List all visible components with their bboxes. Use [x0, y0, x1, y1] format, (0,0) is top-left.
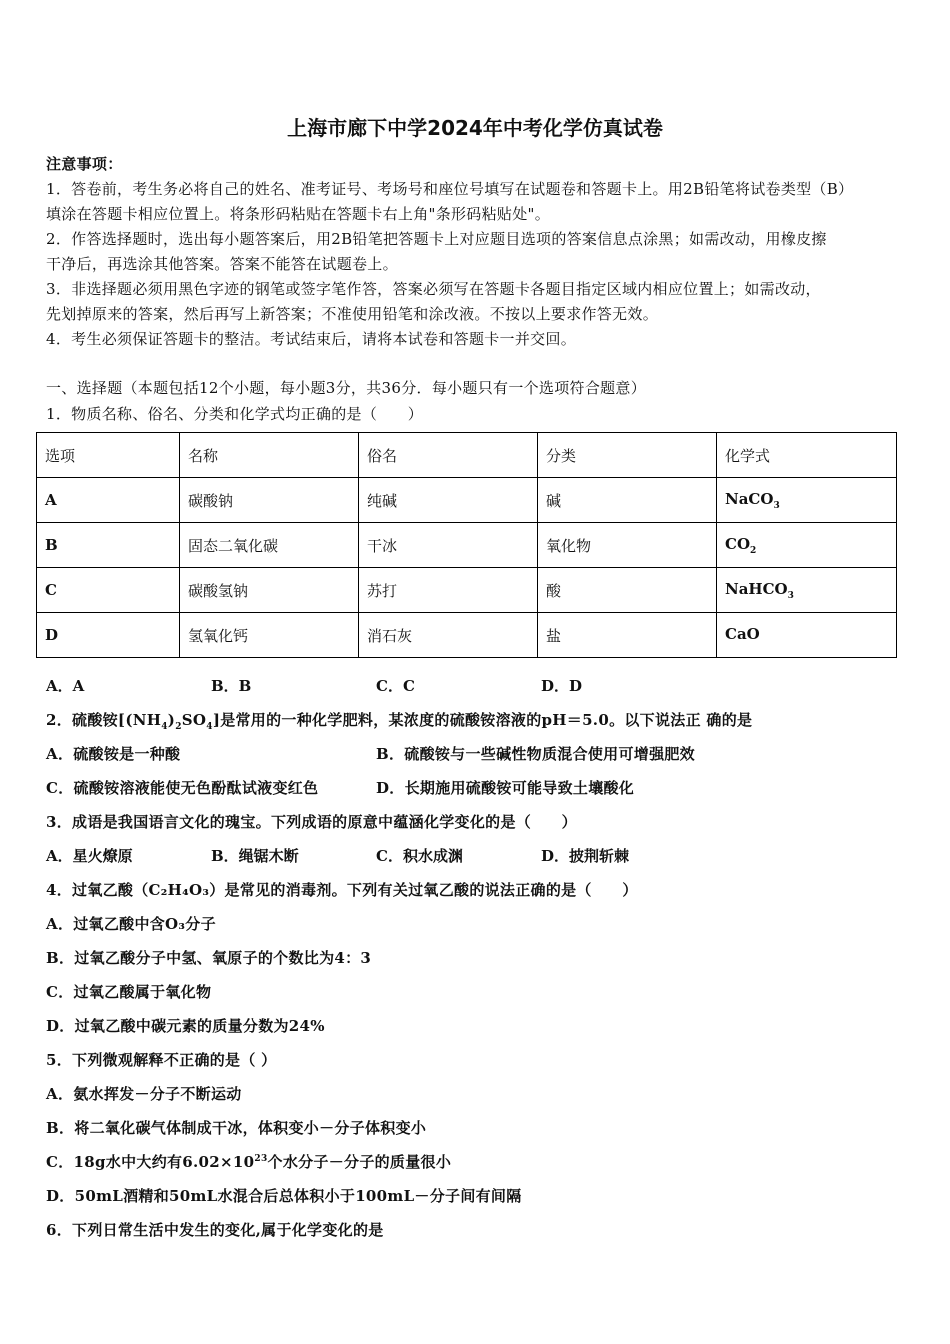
- table-cell-formula: [717, 478, 897, 523]
- exam-title: 上海市廊下中学2024年中考化学仿真试卷: [287, 116, 663, 140]
- table-cell-name: 碳酸钠: [180, 478, 359, 523]
- table-row: [37, 478, 897, 523]
- notice-line: 填涂在答题卡相应位置上。将条形码粘贴在答题卡右上角"条形码粘贴处"。: [46, 205, 551, 223]
- table-cell-common-name: 干冰: [359, 523, 538, 568]
- table-cell-name: 碳酸氢钠: [180, 568, 359, 613]
- table-row: [37, 613, 897, 658]
- choice-a: A．过氧乙酸中含O₃分子: [46, 915, 216, 933]
- choice-b: B．过氧乙酸分子中氢、氧原子的个数比为4：3: [46, 949, 372, 967]
- choice-b: B．B: [211, 677, 252, 695]
- table-row: [37, 568, 897, 613]
- stem-subscript: 4: [161, 722, 168, 732]
- table-cell-formula: [717, 613, 897, 658]
- table-cell-class: 盐: [538, 613, 717, 658]
- choice-superscript: 23: [254, 1154, 268, 1164]
- choice-d: D．50mL酒精和50mL水混合后总体积小于100mL－分子间有间隔: [46, 1187, 522, 1205]
- notice-line: 1．答卷前，考生务必将自己的姓名、准考证号、考场号和座位号填写在试题卷和答题卡上。用2B铅笔将试卷类型（B）: [46, 180, 854, 198]
- table-header-cell: 分类: [538, 433, 717, 478]
- choice-part: C．18g水中大约有6.02×10: [46, 1153, 255, 1171]
- question-1-stem: 1．物质名称、俗名、分类和化学式均正确的是（ ）: [46, 405, 424, 423]
- stem-subscript: 2: [175, 722, 182, 732]
- choice-b: B．绳锯木断: [211, 847, 299, 865]
- table-cell-common-name: 纯碱: [359, 478, 538, 523]
- choice-d: D．过氧乙酸中碳元素的质量分数为24%: [46, 1017, 325, 1035]
- stem-part: ): [167, 711, 176, 729]
- table-header-cell: 俗名: [359, 433, 538, 478]
- notice-line: 3．非选择题必须用黑色字迹的钢笔或签字笔作答，答案必须写在答题卡各题目指定区域内相应位置上；如需改动，: [46, 280, 821, 298]
- formula-subscript: 2: [750, 545, 757, 556]
- table-cell-option: C: [37, 568, 180, 613]
- choice-a: A．A: [46, 677, 85, 695]
- question-1-table: [36, 432, 897, 658]
- question-2-stem: [46, 709, 752, 732]
- table-cell-common-name: 消石灰: [359, 613, 538, 658]
- formula-main: CaO: [725, 624, 760, 643]
- formula-main: CO: [725, 534, 751, 553]
- question-4-stem: 4．过氧乙酸（C₂H₄O₃）是常见的消毒剂。下列有关过氧乙酸的说法正确的是（ ）: [46, 881, 638, 899]
- notice-line: 干净后，再选涂其他答案。答案不能答在试题卷上。: [46, 255, 398, 273]
- choice-c: C．硫酸铵溶液能使无色酚酞试液变红色: [46, 779, 319, 797]
- choice-c: C．积水成渊: [376, 847, 463, 865]
- notice-line: 4．考生必须保证答题卡的整洁。考试结束后，请将本试卷和答题卡一并交回。: [46, 330, 577, 348]
- notice-line: 先划掉原来的答案，然后再写上新答案；不准使用铅笔和涂改液。不按以上要求作答无效。: [46, 305, 659, 323]
- table-cell-option: A: [37, 478, 180, 523]
- stem-part: 2．硫酸铵[(NH: [46, 711, 162, 729]
- table-cell-option: D: [37, 613, 180, 658]
- table-cell-formula: [717, 568, 897, 613]
- table-cell-option: B: [37, 523, 180, 568]
- choice-d: D．D: [541, 677, 583, 695]
- choice-c: C．过氧乙酸属于氧化物: [46, 983, 212, 1001]
- choice-d: D．披荆斩棘: [541, 847, 630, 865]
- stem-part: SO: [181, 711, 207, 729]
- formula-main: NaHCO: [725, 579, 788, 598]
- formula-main: NaCO: [725, 489, 774, 508]
- table-cell-class: 碱: [538, 478, 717, 523]
- formula-subscript: 3: [773, 500, 780, 511]
- notice-line: 2．作答选择题时，选出每小题答案后，用2B铅笔把答题卡上对应题目选项的答案信息点涂黑；如需改动，用橡皮擦: [46, 230, 827, 248]
- table-cell-name: 固态二氧化碳: [180, 523, 359, 568]
- choice-part: 个水分子－分子的质量很小: [267, 1153, 452, 1171]
- choice-b: B．将二氧化碳气体制成干冰，体积变小－分子体积变小: [46, 1119, 427, 1137]
- table-cell-class: 酸: [538, 568, 717, 613]
- choice-c: C．C: [376, 677, 415, 695]
- choice-a: A．星火燎原: [46, 847, 133, 865]
- question-3-stem: 3．成语是我国语言文化的瑰宝。下列成语的原意中蕴涵化学变化的是（ ）: [46, 813, 577, 831]
- question-5-stem: 5．下列微观解释不正确的是（ ）: [46, 1051, 277, 1069]
- choice-b: B．硫酸铵与一些碱性物质混合使用可增强肥效: [376, 745, 695, 763]
- question-6-stem: 6．下列日常生活中发生的变化,属于化学变化的是: [46, 1221, 384, 1239]
- stem-subscript: 4: [206, 722, 213, 732]
- table-header-cell: 名称: [180, 433, 359, 478]
- choice-d: D．长期施用硫酸铵可能导致土壤酸化: [376, 779, 635, 797]
- table-cell-name: 氢氧化钙: [180, 613, 359, 658]
- table-header-cell: 化学式: [717, 433, 897, 478]
- table-cell-class: 氧化物: [538, 523, 717, 568]
- table-cell-formula: [717, 523, 897, 568]
- table-row: [37, 523, 897, 568]
- choice-a: A．氨水挥发－分子不断运动: [46, 1085, 242, 1103]
- choice-a: A．硫酸铵是一种酸: [46, 745, 181, 763]
- section-heading: 一、选择题（本题包括12个小题，每小题3分，共36分．每小题只有一个选项符合题意）: [46, 379, 647, 397]
- table-header-cell: 选项: [37, 433, 180, 478]
- stem-part: ]是常用的一种化学肥料，某浓度的硫酸铵溶液的pH＝5.0。以下说法正 确的是: [212, 711, 753, 729]
- notice-heading: 注意事项：: [46, 155, 123, 173]
- choice-c: [46, 1151, 451, 1172]
- table-cell-common-name: 苏打: [359, 568, 538, 613]
- formula-subscript: 3: [787, 590, 794, 601]
- table-header-row: [37, 433, 897, 478]
